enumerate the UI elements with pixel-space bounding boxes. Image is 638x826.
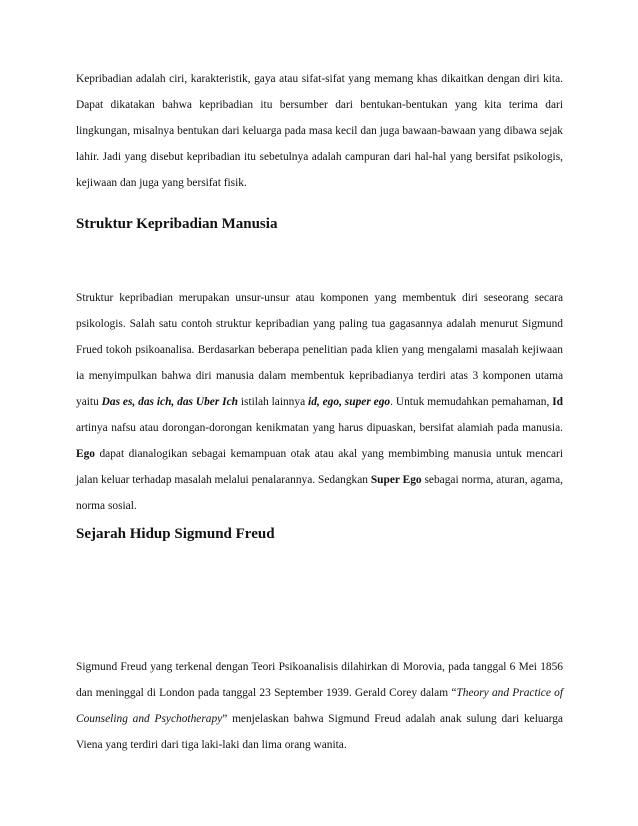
bold-term-super-ego: Super Ego [370, 474, 422, 486]
bold-term-id: Id [552, 396, 564, 408]
sejarah-paragraph [76, 654, 563, 758]
paragraph-text: dapat dianalogikan sebagai kemampuan otak atau akal yang membimbing manusia untuk mencari jalan keluar terhadap masalah melalui penalarannya. Sedangkan [76, 448, 563, 486]
paragraph-text: artinya nafsu atau dorongan-dorongan kenikmatan yang harus dipuaskan, bersifat alamiah pada manusia. [76, 422, 563, 434]
section-heading-struktur: Struktur Kepribadian Manusia [76, 216, 278, 232]
paragraph-text: ” menjelaskan bahwa Sigmund Freud adalah anak sulung dari keluarga Viena yang terdiri dari tiga laki-laki dan lima orang wanita. [76, 713, 563, 751]
paragraph-text: Sigmund Freud yang terkenal dengan Teori Psikoanalisis dilahirkan di Morovia, pada tanggal 6 Mei 1856 dan meninggal di London pada tanggal 23 September 1939. Gerald Corey dalam “ [76, 661, 563, 699]
paragraph-text: . Untuk memudahkan pemahaman, [390, 396, 553, 408]
paragraph-text: istilah lainnya [237, 396, 309, 408]
emphasis-text: Das es, das ich, das Uber Ich [101, 396, 238, 408]
intro-paragraph: Kepribadian adalah ciri, karakteristik, gaya atau sifat-sifat yang memang khas dikaitkan dengan diri kita. Dapat dikatakan bahwa kepribadian itu bersumber dari bentukan-bentukan yang kita terima dari lingkungan, misalnya bentukan dari keluarga pada masa kecil dan juga bawaan-bawaan yang dibawa sejak lahir. Jadi yang disebut kepribadian itu sebetulnya adalah campuran dari hal-hal yang bersifat psikologis, kejiwaan dan juga yang bersifat fisik. [76, 73, 563, 189]
bold-term-ego: Ego [76, 448, 95, 460]
emphasis-text: id, ego, super ego [308, 396, 391, 408]
struktur-paragraph [76, 285, 563, 519]
paragraph-text: Struktur kepribadian merupakan unsur-unsur atau komponen yang membentuk diri seseorang secara psikologis. Salah satu contoh struktur kepribadian yang paling tua gagasannya adalah menurut Sigmund Frued tokoh psikoanalisa. Berdasarkan beberapa penelitian pada klien yang mengalami masalah kejiwaan ia menyimpulkan bahwa diri manusia dalam membentuk kepribadianya terdiri atas 3 komponen utama yaitu [76, 292, 563, 408]
book-title: Theory and Practice of Counseling and Psychotherapy [76, 687, 564, 725]
paragraph-text: sebagai norma, aturan, agama, norma sosial. [76, 474, 564, 512]
section-heading-sejarah: Sejarah Hidup Sigmund Freud [76, 526, 275, 542]
